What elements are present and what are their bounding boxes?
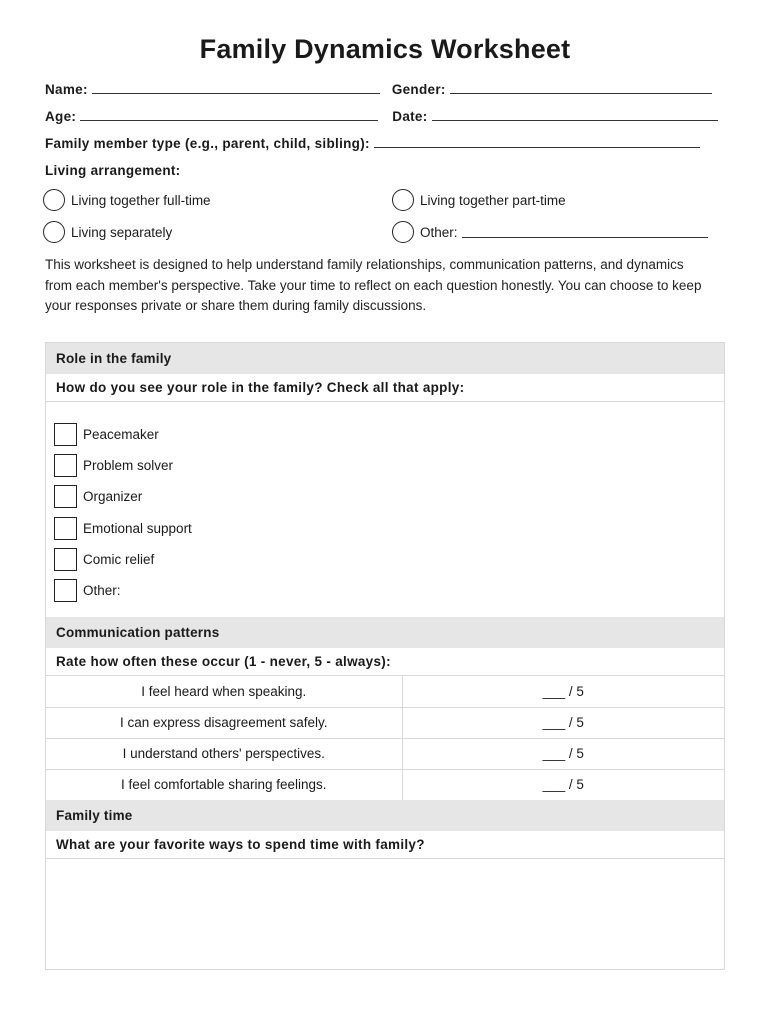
role-option[interactable] <box>54 544 724 575</box>
role-option-label: Problem solver <box>83 458 174 474</box>
table-row <box>46 738 724 769</box>
role-option-label: Organizer <box>83 489 143 505</box>
checkbox-icon[interactable] <box>54 423 77 446</box>
role-option-label: Other: <box>83 583 121 599</box>
radio-label: Other: <box>420 224 458 240</box>
role-option[interactable] <box>54 575 724 606</box>
rating-statement: I can express disagreement safely. <box>46 707 402 738</box>
name-gender-row <box>45 82 712 97</box>
intro-paragraph: This worksheet is designed to help understand family relationships, communication patterns, and dynamics from each member's perspective. Take your time to reflect on each question honestly. You can choose to keep your responses private or share them during family discussions. <box>45 257 702 313</box>
table-row <box>46 707 724 738</box>
table-row <box>46 769 724 800</box>
role-option[interactable] <box>54 513 724 544</box>
role-section <box>45 342 725 970</box>
gender-field[interactable] <box>450 82 712 94</box>
role-option-label: Comic relief <box>83 551 155 567</box>
date-label: Date: <box>392 109 428 124</box>
other-living-field[interactable] <box>462 226 708 238</box>
family-time-question: What are your favorite ways to spend time with family? <box>46 831 724 859</box>
member-type-label: Family member type (e.g., parent, child, sibling): <box>45 136 370 151</box>
rating-scale-field[interactable]: ___ / 5 <box>402 738 724 769</box>
radio-label: Living together part-time <box>420 192 566 208</box>
role-question: How do you see your role in the family? Check all that apply: <box>46 374 724 402</box>
radio-circle-icon[interactable] <box>43 189 65 211</box>
family-time-answer-area[interactable] <box>46 859 724 969</box>
member-type-row <box>45 136 700 151</box>
checkbox-icon[interactable] <box>54 485 77 508</box>
communication-question: Rate how often these occur (1 - never, 5 - always): <box>46 648 724 676</box>
rating-scale-field[interactable]: ___ / 5 <box>542 777 584 793</box>
role-option[interactable] <box>54 481 724 512</box>
radio-label: Living separately <box>71 224 173 240</box>
table-row <box>46 676 724 707</box>
rating-scale-field[interactable]: ___ / 5 <box>402 676 724 707</box>
name-label: Name: <box>45 82 88 97</box>
radio-circle-icon[interactable] <box>392 189 414 211</box>
radio-living-full-time[interactable] <box>43 189 211 211</box>
rating-scale-field[interactable]: ___ / 5 <box>402 707 724 738</box>
role-option[interactable] <box>54 450 724 481</box>
rating-statement: I understand others' perspectives. <box>46 738 402 769</box>
name-field[interactable] <box>92 82 380 94</box>
family-time-section-heading: Family time <box>46 800 724 831</box>
checkbox-icon[interactable] <box>54 517 77 540</box>
radio-living-part-time[interactable] <box>392 189 566 211</box>
living-arrangement-label: Living arrangement: <box>45 163 181 178</box>
rating-statement: I feel heard when speaking. <box>46 676 402 707</box>
role-section-heading: Role in the family <box>46 343 724 374</box>
radio-circle-icon[interactable] <box>392 221 414 243</box>
radio-living-separately[interactable] <box>43 221 172 243</box>
role-option[interactable] <box>54 419 724 450</box>
worksheet-title: Family Dynamics Worksheet <box>199 34 571 64</box>
role-option-label: Peacemaker <box>83 427 159 443</box>
member-type-field[interactable] <box>374 136 700 148</box>
age-date-row <box>45 109 718 124</box>
checkbox-icon[interactable] <box>54 548 77 571</box>
checkbox-icon[interactable] <box>54 579 77 602</box>
rating-statement: I feel comfortable sharing feelings. <box>46 769 402 800</box>
age-label: Age: <box>45 109 77 124</box>
checkbox-icon[interactable] <box>54 454 77 477</box>
role-option-label: Emotional support <box>83 520 192 536</box>
communication-section-heading: Communication patterns <box>46 617 724 648</box>
radio-living-other[interactable] <box>392 221 708 243</box>
radio-label: Living together full-time <box>71 192 211 208</box>
date-field[interactable] <box>432 109 718 121</box>
gender-label: Gender: <box>391 82 446 97</box>
role-checklist <box>46 402 724 617</box>
radio-circle-icon[interactable] <box>43 221 65 243</box>
rating-table <box>46 676 724 800</box>
age-field[interactable] <box>80 109 378 121</box>
